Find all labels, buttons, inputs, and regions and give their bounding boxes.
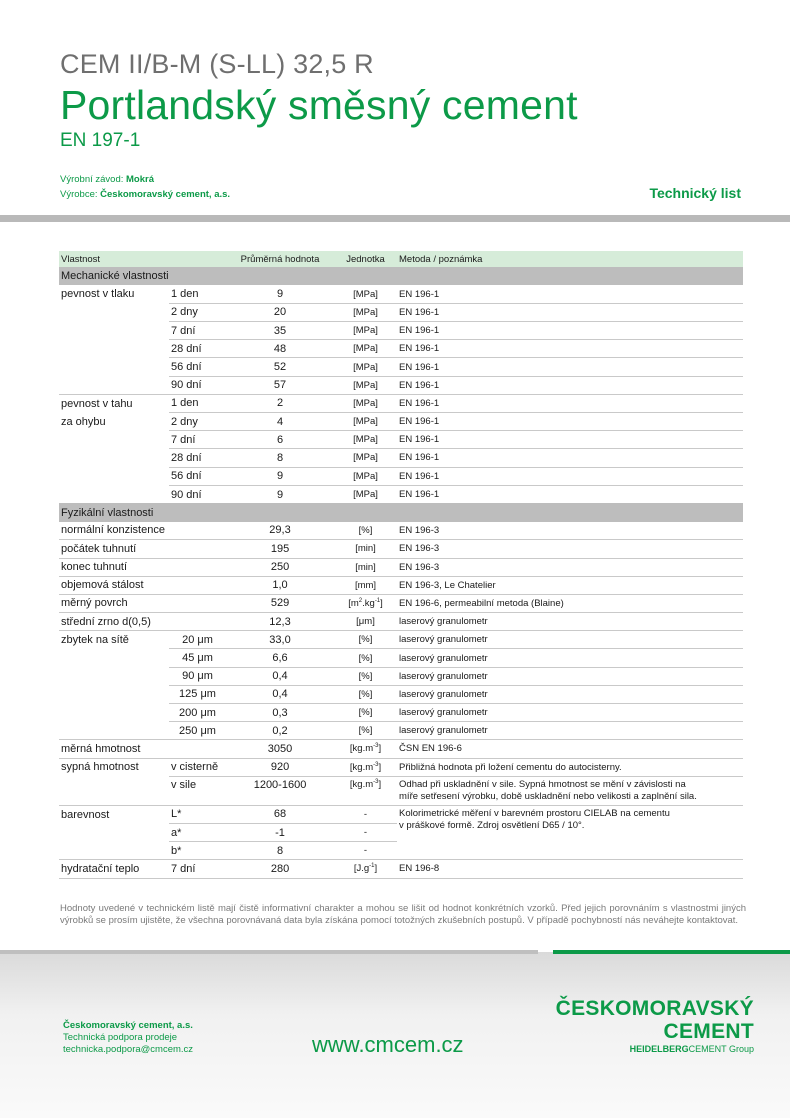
unit-superscript: -3	[373, 778, 379, 785]
property-cell	[59, 649, 169, 667]
method-cell: ČSN EN 196-6	[397, 740, 743, 758]
property-cell: počátek tuhnutí	[59, 540, 226, 558]
property-cell	[59, 667, 169, 685]
value-cell: 250	[226, 558, 334, 576]
value-cell: 35	[226, 322, 334, 340]
table-row	[59, 394, 743, 412]
properties-table	[59, 251, 743, 879]
method-cell: Přibližná hodnota při ložení cementu do autocisterny.	[397, 758, 743, 776]
age-cell: 2 dny	[169, 303, 226, 321]
company-logo	[556, 997, 754, 1055]
unit-text: [kg.m	[349, 761, 374, 773]
value-cell: 4	[226, 413, 334, 431]
age-cell: 90 dní	[171, 488, 202, 501]
logo-group-bold: HEIDELBERG	[629, 1044, 689, 1054]
table-row	[59, 303, 743, 321]
unit-text: .kg	[362, 597, 375, 609]
property-cell: sypná hmotnost	[61, 761, 139, 774]
unit-cell: -	[334, 823, 397, 841]
table-row	[59, 594, 743, 612]
value-cell: 52	[226, 358, 334, 376]
section-title: Fyzikální vlastnosti	[59, 503, 743, 521]
col-header-value: Průměrná hodnota	[226, 251, 334, 267]
age-cell: 7 dní	[169, 431, 226, 449]
table-row	[59, 613, 743, 631]
footer-divider-green	[553, 950, 790, 954]
unit-cell: [MPa]	[353, 489, 378, 501]
property-cell: barevnost	[61, 808, 110, 821]
method-line: v práškové formě. Zdroj osvětlení D65 / 10°.	[399, 820, 585, 832]
footer-divider-grey	[0, 950, 538, 954]
sieve-cell: 125 μm	[169, 685, 226, 703]
property-cell	[59, 431, 169, 449]
method-cell: EN 196-1	[397, 340, 743, 358]
manufacturer-info	[60, 172, 230, 202]
age-cell: 90 dní	[169, 376, 226, 394]
col-header-method: Metoda / poznámka	[397, 251, 743, 267]
property-cell: normální konzistence	[59, 522, 226, 540]
value-cell: 6,6	[226, 649, 334, 667]
unit-cell: [min]	[334, 558, 397, 576]
table-row	[59, 376, 743, 394]
sub-cell: v cisterně	[169, 758, 226, 776]
table-row	[59, 860, 743, 878]
unit-cell: [MPa]	[334, 340, 397, 358]
unit-cell: [MPa]	[334, 322, 397, 340]
value-cell: 3050	[226, 740, 334, 758]
unit-cell: [%]	[334, 722, 397, 740]
property-cell	[59, 449, 169, 467]
property-cell: měrný povrch	[59, 594, 226, 612]
table-row	[59, 776, 743, 805]
value-cell: 33,0	[226, 631, 334, 649]
value-cell: 920	[226, 758, 334, 776]
value-cell: 0,3	[226, 704, 334, 722]
sub-cell: v sile	[169, 776, 226, 805]
property-cell	[59, 485, 169, 503]
unit-cell: [MPa]	[334, 413, 397, 431]
unit-cell	[334, 758, 397, 776]
method-cell: EN 196-8	[397, 860, 743, 878]
value-cell: 57	[226, 376, 334, 394]
method-cell: EN 196-1	[397, 376, 743, 394]
method-cell: EN 196-3	[397, 558, 743, 576]
property-cell	[59, 303, 169, 321]
plant-line	[60, 172, 230, 187]
property-cell	[59, 467, 169, 485]
value-cell: 2	[226, 394, 334, 412]
method-cell: EN 196-3, Le Chatelier	[397, 576, 743, 594]
unit-cell: [%]	[334, 631, 397, 649]
unit-cell: [mm]	[334, 576, 397, 594]
value-cell: 529	[226, 594, 334, 612]
header-divider	[0, 215, 790, 222]
table-row	[59, 685, 743, 703]
property-cell: zbytek na sítě	[61, 634, 129, 647]
age-cell: 1 den	[169, 394, 226, 412]
sub-cell: a*	[169, 823, 226, 841]
contact-company	[63, 1020, 193, 1032]
unit-text: [kg.m	[349, 778, 374, 790]
property-cell: měrná hmotnost	[59, 740, 226, 758]
sub-cell: 7 dní	[169, 860, 226, 878]
value-cell: 0,4	[226, 685, 334, 703]
method-line: míře setřesení výrobku, době uskladnění nebo velikosti a zaplnění sila.	[399, 791, 697, 803]
unit-cell: [MPa]	[334, 303, 397, 321]
value-cell: 280	[226, 860, 334, 878]
age-cell: 2 dny	[169, 413, 226, 431]
table-row	[59, 649, 743, 667]
sieve-cell: 90 μm	[169, 667, 226, 685]
unit-cell: [%]	[334, 685, 397, 703]
table-row	[59, 704, 743, 722]
table-row	[59, 340, 743, 358]
logo-line-1: ČESKOMORAVSKÝ	[555, 997, 754, 1020]
age-cell: 56 dní	[169, 467, 226, 485]
sieve-cell: 250 μm	[169, 722, 226, 740]
property-cell	[59, 358, 169, 376]
property-cell	[59, 685, 169, 703]
value-cell: 195	[226, 540, 334, 558]
table-row	[59, 322, 743, 340]
value-cell: 48	[226, 340, 334, 358]
table-row	[59, 285, 743, 303]
unit-cell: -	[334, 842, 397, 860]
table-row	[59, 758, 743, 776]
unit-text: ]	[378, 778, 382, 790]
unit-cell	[334, 594, 397, 612]
method-cell	[397, 805, 743, 860]
property-cell	[59, 322, 169, 340]
contact-block	[63, 1020, 193, 1056]
value-cell: 29,3	[226, 522, 334, 540]
method-cell: EN 196-1	[397, 358, 743, 376]
table-row	[59, 522, 743, 540]
maker-line	[60, 187, 230, 202]
property-cell: pevnost v tlaku	[61, 288, 135, 301]
unit-cell: [MPa]	[334, 285, 397, 303]
unit-cell	[334, 740, 397, 758]
method-cell: EN 196-1	[397, 394, 743, 412]
value-cell: 12,3	[226, 613, 334, 631]
value-cell: 6	[226, 431, 334, 449]
unit-cell: [MPa]	[334, 449, 397, 467]
property-cell: střední zrno d(0,5)	[59, 613, 226, 631]
product-name: Portlandský směsný cement	[60, 82, 578, 128]
table-row	[59, 631, 743, 649]
value-cell: 0,4	[226, 667, 334, 685]
property-cell	[59, 704, 169, 722]
unit-cell: [MPa]	[334, 376, 397, 394]
unit-superscript: -3	[373, 761, 379, 768]
sieve-cell: 45 μm	[169, 649, 226, 667]
sieve-cell: 200 μm	[169, 704, 226, 722]
unit-cell: [MPa]	[334, 467, 397, 485]
value-cell: 8	[226, 842, 334, 860]
table-row	[59, 722, 743, 740]
contact-email[interactable]: technicka.podpora@cmcem.cz	[63, 1044, 194, 1055]
unit-cell: [%]	[334, 704, 397, 722]
method-cell: EN 196-1	[397, 303, 743, 321]
unit-cell: [min]	[334, 540, 397, 558]
unit-cell: -	[334, 805, 397, 823]
col-header-unit: Jednotka	[334, 251, 397, 267]
product-code: CEM II/B-M (S-LL) 32,5 R	[60, 49, 374, 79]
logo-line-3	[556, 1043, 754, 1055]
table-row	[59, 485, 743, 503]
method-cell: EN 196-1	[397, 285, 743, 303]
method-cell: EN 196-1	[397, 413, 743, 431]
unit-text: ]	[374, 863, 378, 875]
contact-department: Technická podpora prodeje	[63, 1032, 178, 1043]
table-row	[59, 740, 743, 758]
unit-cell: [%]	[334, 522, 397, 540]
product-standard: EN 197-1	[60, 130, 141, 151]
property-cell: hydratační teplo	[59, 860, 169, 878]
age-cell: 28 dní	[169, 449, 226, 467]
method-line: Odhad při uskladnění v sile. Sypná hmotnost se mění v závislosti na	[399, 778, 686, 790]
unit-text: ]	[378, 761, 382, 773]
unit-cell: [%]	[334, 667, 397, 685]
property-cell	[59, 842, 169, 860]
unit-cell: [%]	[334, 649, 397, 667]
method-cell: EN 196-1	[397, 322, 743, 340]
maker-label: Výrobce:	[60, 189, 98, 200]
table-header-row	[59, 251, 743, 267]
method-cell: EN 196-1	[397, 431, 743, 449]
unit-cell	[334, 860, 397, 878]
unit-text: ]	[378, 743, 382, 755]
table-row	[59, 449, 743, 467]
unit-cell: [MPa]	[334, 431, 397, 449]
value-cell: 20	[226, 303, 334, 321]
unit-cell: [μm]	[334, 613, 397, 631]
logo-group-light: CEMENT Group	[688, 1044, 754, 1054]
property-cell	[59, 376, 169, 394]
property-cell: za ohybu	[61, 415, 106, 428]
age-cell: 28 dní	[169, 340, 226, 358]
method-cell: laserový granulometr	[397, 613, 743, 631]
logo-line-2: CEMENT	[663, 1020, 754, 1043]
value-cell: 0,2	[226, 722, 334, 740]
age-cell: 56 dní	[169, 358, 226, 376]
sieve-cell: 20 μm	[169, 631, 226, 649]
unit-text: [m	[348, 597, 359, 609]
table-row	[59, 413, 743, 431]
table-row	[59, 431, 743, 449]
property-cell: objemová stálost	[59, 576, 226, 594]
company-name: Českomoravský cement, a.s.	[63, 1020, 193, 1031]
value-cell: 9	[226, 285, 334, 303]
unit-superscript: -1	[374, 597, 381, 604]
age-cell: 7 dní	[169, 322, 226, 340]
table-row	[59, 805, 743, 823]
website-link[interactable]: www.cmcem.cz	[312, 1032, 464, 1057]
table-row	[59, 540, 743, 558]
section-row	[59, 503, 743, 521]
unit-text: ]	[380, 597, 383, 609]
method-cell: laserový granulometr	[397, 649, 743, 667]
method-cell: laserový granulometr	[397, 631, 743, 649]
method-cell: laserový granulometr	[397, 667, 743, 685]
table-row	[59, 467, 743, 485]
table-row	[59, 667, 743, 685]
property-cell	[59, 722, 169, 740]
col-header-property: Vlastnost	[59, 251, 226, 267]
method-cell	[397, 776, 743, 805]
table-row	[59, 558, 743, 576]
plant-label: Výrobní závod:	[60, 174, 124, 185]
unit-superscript: 2	[358, 597, 363, 604]
property-cell	[59, 776, 169, 805]
unit-cell	[334, 776, 397, 805]
unit-cell: [MPa]	[334, 358, 397, 376]
value-cell: -1	[226, 823, 334, 841]
value-cell: 8	[226, 449, 334, 467]
method-cell: EN 196-3	[397, 522, 743, 540]
sheet-type: Technický list	[649, 185, 741, 201]
plant-value: Mokrá	[126, 174, 154, 185]
method-cell: laserový granulometr	[397, 704, 743, 722]
method-line: Kolorimetrické měření v barevném prostoru CIELAB na cementu	[399, 807, 670, 819]
disclaimer: Hodnoty uvedené v technickém listě mají čistě informativní charakter a mohou se lišit od hodnot konkrétních vzorků. Před jejich porovnáním s vlastnostmi jiných výrobků se prosím ujistěte, že všechna porovnávaná data byla získána pomocí totožných zkušebních postupů. V případě pochybností nás neváhejte kontaktovat.	[60, 903, 746, 927]
method-cell: EN 196-6, permeabilní metoda (Blaine)	[397, 594, 743, 612]
unit-superscript: -3	[373, 743, 379, 750]
value-cell: 1,0	[226, 576, 334, 594]
maker-value: Českomoravský cement, a.s.	[100, 189, 231, 200]
method-cell: EN 196-1	[397, 467, 743, 485]
document-header	[60, 48, 750, 152]
method-cell: EN 196-1	[399, 489, 440, 501]
value-cell: 1200-1600	[226, 776, 334, 805]
method-cell: EN 196-1	[397, 449, 743, 467]
table-row	[59, 576, 743, 594]
property-cell	[59, 823, 169, 841]
age-cell: 1 den	[169, 285, 226, 303]
value-cell: 9	[276, 488, 284, 501]
method-cell: laserový granulometr	[397, 685, 743, 703]
sub-cell: b*	[169, 842, 226, 860]
unit-superscript: -1	[369, 863, 375, 870]
method-cell: laserový granulometr	[397, 722, 743, 740]
property-cell	[59, 340, 169, 358]
value-cell: 68	[226, 805, 334, 823]
unit-text: [J.g	[353, 863, 370, 875]
table-row	[59, 358, 743, 376]
section-row	[59, 267, 743, 285]
property-cell: pevnost v tahu	[61, 397, 133, 410]
method-cell: EN 196-3	[397, 540, 743, 558]
property-cell: konec tuhnutí	[59, 558, 226, 576]
unit-cell: [MPa]	[334, 394, 397, 412]
section-title: Mechanické vlastnosti	[59, 267, 743, 285]
value-cell: 9	[226, 467, 334, 485]
unit-text: [kg.m	[349, 743, 374, 755]
sub-cell: L*	[169, 805, 226, 823]
